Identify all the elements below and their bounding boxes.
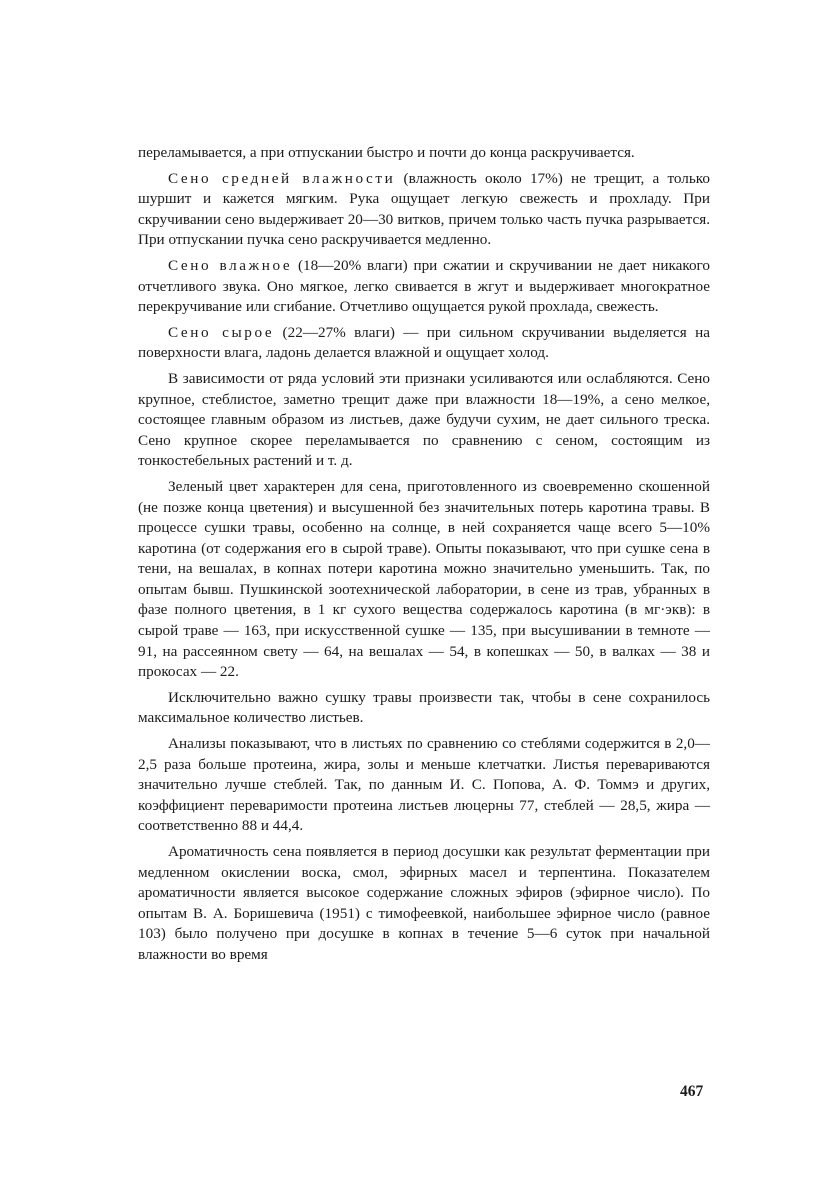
paragraph-analysis [138, 734, 710, 837]
paragraph-green-color [138, 477, 710, 683]
paragraph-moist-hay [138, 256, 710, 318]
paragraph-text: Анализы показывают, что в листьях по сравнению со стеблями содержится в 2,0—2,5 раза больше протеина, жира, золы и меньше клетчатки. Листья перевариваются значительно лучше стеблей. Так, по данным И. С. Попова, А. Ф. Томмэ и других, коэффициент переваримости протеина листьев люцерны 77, стеблей — 28,5, жира — соответственно 88 и 44,4. [138, 735, 710, 835]
term-heading: Сено влажное [168, 256, 293, 274]
paragraph-text: (влажность около 17%) не трещит, а только шуршит и кажется мягким. Рука ощущает легкую свежесть и прохладу. При скручивании сено выдерживает 20—30 витков, причем только часть пучка разрывается. При отпускании пучка сено раскручивается медленно. [138, 169, 711, 249]
term-heading: Сено средней влажности [168, 169, 396, 187]
paragraph-text: (22—27% влаги) — при сильном скручивании выделяется на поверхности влага, ладонь делается влажной и ощущает холод. [138, 323, 711, 362]
paragraph-conditions [138, 369, 710, 472]
paragraph-text: Исключительно важно сушку травы произвести так, чтобы в сене сохранилось максимальное количество листьев. [138, 688, 710, 727]
paragraph-medium-moisture-hay [138, 169, 710, 251]
paragraph-text: В зависимости от ряда условий эти признаки усиливаются или ослабляются. Сено крупное, стеблистое, заметно трещит даже при влажности 18—19%, а сено мелкое, состоящее главным образом из листьев, даже будучи сухим, не дает сильного треска. Сено крупное скорее переламывается по сравнению с сеном, состоящим из тонкостебельных растений и т. д. [138, 369, 710, 470]
paragraph-continued [138, 143, 710, 164]
paragraph-leaves-retention [138, 688, 710, 729]
paragraph-raw-hay [138, 323, 710, 364]
paragraph-text: (18—20% влаги) при сжатии и скручивании не дает никакого отчетливого звука. Оно мягкое, легко свивается в жгут и выдерживает многократное перекручивание или сгибание. Отчетливо ощущается рукой прохлада, свежесть. [138, 256, 710, 316]
term-heading: Сено сырое [168, 323, 275, 341]
paragraph-text: Зеленый цвет характерен для сена, приготовленного из своевременно скошенной (не позже конца цветения) и высушенной без значительных потерь каротина травы. В процессе сушки травы, особенно на солнце, в ней сохраняется чаще всего 5—10% каротина (от содержания его в сырой траве). Опыты показывают, что при сушке сена в тени, на вешалах, в копнах потери каротина можно значительно уменьшить. Так, по опытам бывш. Пушкинской зоотехнической лаборатории, в сене из трав, убранных в фазе полного цветения, в 1 кг сухого вещества содержалось каротина (в мг·экв): в сырой траве — 163, при искусственной сушке — 135, при высушивании в темноте — 91, на рассеянном свету — 64, на вешалах — 54, в копешках — 50, в валках — 38 и прокосах — 22. [138, 477, 710, 681]
paragraph-text: переламывается, а при отпускании быстро и почти до конца раскручивается. [138, 144, 635, 161]
paragraph-text: Ароматичность сена появляется в период досушки как результат ферментации при медленном окислении воска, смол, эфирных масел и терпентина. Показателем ароматичности является высокое содержание сложных эфиров (эфирное число). По опытам В. А. Боришевича (1951) с тимофеевкой, наибольшее эфирное число (равное 103) было получено при досушке в копнах в течение 5—6 суток при начальной влажности во время [138, 843, 710, 963]
page-number: 467 [680, 1083, 704, 1100]
paragraph-aroma [138, 842, 710, 966]
body-text [138, 143, 710, 971]
